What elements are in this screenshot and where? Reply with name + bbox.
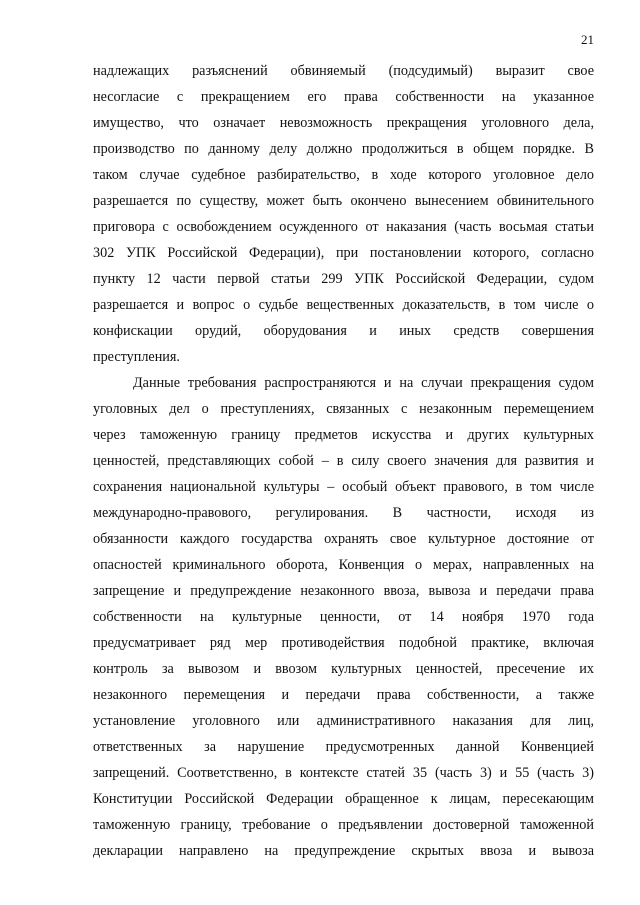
text-line: незаконного перемещения и передачи права собственности, а также (93, 687, 594, 703)
text-line: надлежащих разъяснений обвиняемый (подсудимый) выразит свое (93, 63, 594, 79)
text-line: через таможенную границу предметов искусства и других культурных (93, 427, 594, 443)
text-line: собственности на культурные ценности, от 14 ноября 1970 года (93, 609, 594, 625)
text-line: пункту 12 части первой статьи 299 УПК Российской Федерации, судом (93, 271, 594, 287)
text-line: обязанности каждого государства охранять свое культурное достояние от (93, 531, 594, 547)
text-line: 302 УПК Российской Федерации), при постановлении которого, согласно (93, 245, 594, 261)
text-line: таком случае судебное разбирательство, в ходе которого уголовное дело (93, 167, 594, 183)
document-body (93, 58, 594, 864)
text-line: декларации направлено на предупреждение скрытых ввоза и вывоза (93, 843, 594, 859)
text-line: ответственных за нарушение предусмотренных данной Конвенцией (93, 739, 594, 755)
text-line: ценностей, представляющих собой – в силу своего значения для развития и (93, 453, 594, 469)
paragraph-end-line: преступления. (93, 349, 180, 365)
text-line: разрешается и вопрос о судьбе вещественных доказательств, в том числе о (93, 297, 594, 313)
text-line: разрешается по существу, может быть окончено вынесением обвинительного (93, 193, 594, 209)
text-line: запрещений. Соответственно, в контексте статей 35 (часть 3) и 55 (часть 3) (93, 765, 594, 781)
text-line: уголовных дел о преступлениях, связанных с незаконным перемещением (93, 401, 594, 417)
page-number: 21 (581, 32, 594, 47)
text-line: сохранения национальной культуры – особый объект правового, в том числе (93, 479, 594, 495)
text-line: запрещение и предупреждение незаконного ввоза, вывоза и передачи права (93, 583, 594, 599)
text-line: контроль за вывозом и ввозом культурных ценностей, пресечение их (93, 661, 594, 677)
text-line: производство по данному делу должно продолжиться в общем порядке. В (93, 141, 594, 157)
text-line: опасностей криминального оборота, Конвенция о мерах, направленных на (93, 557, 594, 573)
text-line: приговора с освобождением осужденного от наказания (часть восьмая статьи (93, 219, 594, 235)
text-line: Конституции Российской Федерации обращенное к лицам, пересекающим (93, 791, 594, 807)
text-line: имущество, что означает невозможность прекращения уголовного дела, (93, 115, 594, 131)
text-line: предусматривает ряд мер противодействия подобной практике, включая (93, 635, 594, 651)
text-line: таможенную границу, требование о предъявлении достоверной таможенной (93, 817, 594, 833)
text-line: конфискации орудий, оборудования и иных средств совершения (93, 323, 594, 339)
text-line: установление уголовного или административного наказания для лиц, (93, 713, 594, 729)
text-line: несогласие с прекращением его права собственности на указанное (93, 89, 594, 105)
paragraph-first-line: Данные требования распространяются и на случаи прекращения судом (133, 375, 594, 391)
text-line: международно-правового, регулирования. В частности, исходя из (93, 505, 594, 521)
